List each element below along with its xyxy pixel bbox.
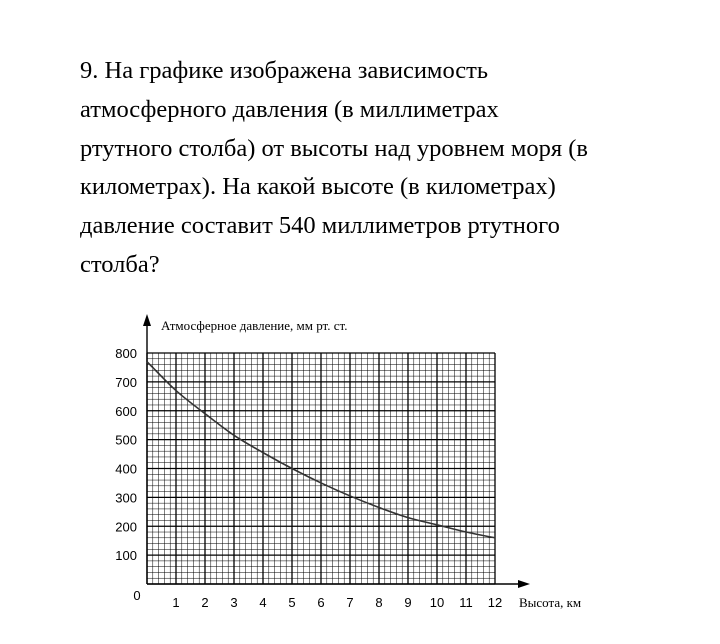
x-tick-label: 5 xyxy=(288,595,296,610)
y-tick-label: 300 xyxy=(115,490,137,506)
y-axis-title: Атмосферное давление, мм рт. ст. xyxy=(161,318,348,333)
y-tick-label: 700 xyxy=(115,374,137,390)
problem-line: 9. На графике изображена зависимость xyxy=(80,57,489,84)
y-tick-label: 200 xyxy=(115,519,137,535)
y-tick-label: 400 xyxy=(115,461,137,477)
x-tick-label: 10 xyxy=(429,595,445,610)
x-tick-label: 4 xyxy=(259,595,267,610)
y-axis-arrow xyxy=(143,314,151,326)
x-tick-label: 8 xyxy=(375,595,383,610)
x-tick-label: 11 xyxy=(459,595,473,610)
problem-line: столба? xyxy=(80,250,160,278)
x-tick-label: 3 xyxy=(230,595,238,610)
y-tick-label: 600 xyxy=(115,403,137,419)
x-tick-label: 7 xyxy=(346,595,354,610)
x-axis-title: Высота, км xyxy=(519,595,582,610)
y-tick-label: 500 xyxy=(115,432,137,448)
y-tick-label: 100 xyxy=(115,548,137,564)
x-axis-arrow xyxy=(518,580,530,588)
problem-line: ртутного столба) от высоты над уровнем моря (в xyxy=(80,134,588,162)
x-tick-label: 9 xyxy=(404,595,412,610)
problem-line: атмосферного давления (в миллиметрах xyxy=(80,95,499,123)
x-tick-label: 12 xyxy=(487,595,503,610)
origin-label: 0 xyxy=(133,588,141,603)
problem-line: километрах). На какой высоте (в километрах) xyxy=(80,173,556,201)
x-tick-label: 1 xyxy=(172,595,180,610)
x-tick-label: 6 xyxy=(317,595,325,610)
y-tick-label: 800 xyxy=(115,346,137,361)
problem-line: давление составит 540 миллиметров ртутного xyxy=(80,212,560,240)
chart-labels xyxy=(115,318,581,610)
chart-grid xyxy=(147,353,495,584)
x-tick-label: 2 xyxy=(201,595,209,610)
